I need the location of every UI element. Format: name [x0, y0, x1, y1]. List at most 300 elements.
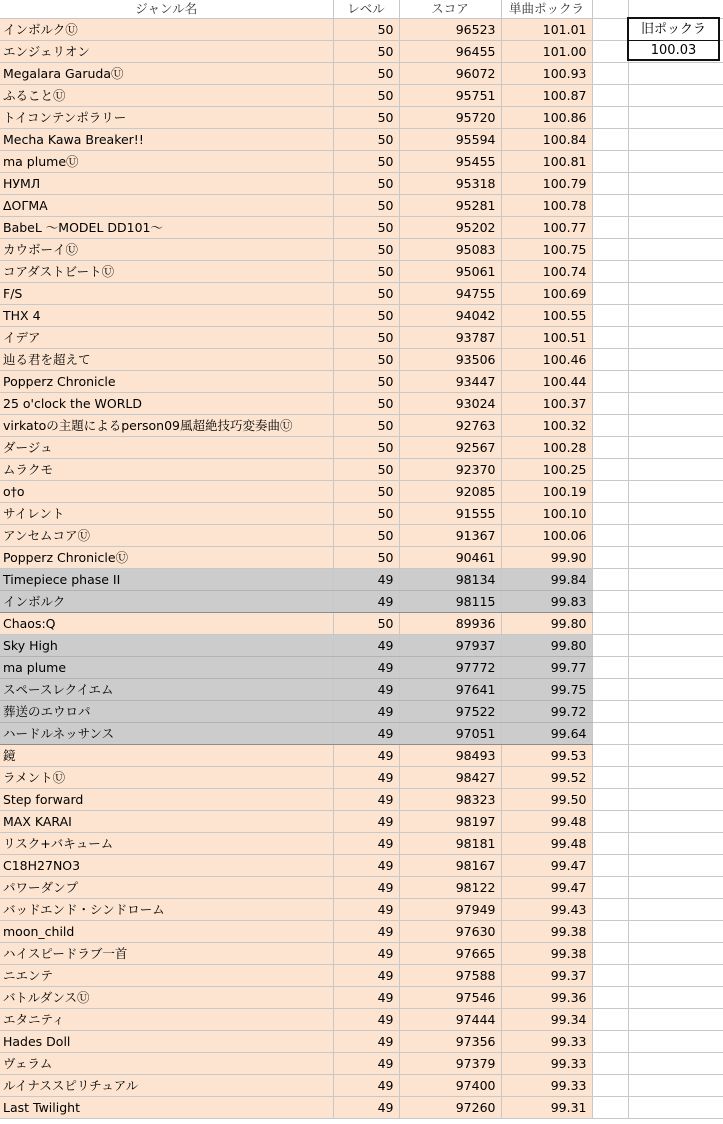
level-cell[interactable]: 49	[333, 899, 399, 921]
empty-cell[interactable]	[592, 107, 628, 129]
song-name-cell[interactable]: パワーダンプ	[0, 877, 333, 899]
song-name-cell[interactable]: ふることⓊ	[0, 85, 333, 107]
level-cell[interactable]: 49	[333, 833, 399, 855]
pokkura-cell[interactable]: 99.31	[501, 1097, 592, 1119]
empty-cell[interactable]	[628, 195, 723, 217]
level-cell[interactable]: 49	[333, 701, 399, 723]
empty-cell[interactable]	[592, 305, 628, 327]
empty-cell[interactable]	[592, 19, 628, 41]
empty-cell[interactable]	[628, 503, 723, 525]
score-cell[interactable]: 94042	[399, 305, 501, 327]
level-cell[interactable]: 50	[333, 613, 399, 635]
pokkura-cell[interactable]: 100.84	[501, 129, 592, 151]
empty-cell[interactable]	[592, 1075, 628, 1097]
pokkura-cell[interactable]: 100.51	[501, 327, 592, 349]
empty-cell[interactable]	[628, 151, 723, 173]
pokkura-cell[interactable]: 100.19	[501, 481, 592, 503]
level-cell[interactable]: 50	[333, 239, 399, 261]
score-cell[interactable]: 97772	[399, 657, 501, 679]
level-cell[interactable]: 49	[333, 745, 399, 767]
level-cell[interactable]: 49	[333, 657, 399, 679]
level-cell[interactable]: 49	[333, 767, 399, 789]
pokkura-cell[interactable]: 100.06	[501, 525, 592, 547]
pokkura-cell[interactable]: 99.80	[501, 613, 592, 635]
empty-cell[interactable]	[628, 943, 723, 965]
empty-header-cell[interactable]	[592, 0, 628, 19]
empty-cell[interactable]	[628, 327, 723, 349]
empty-cell[interactable]	[628, 393, 723, 415]
column-header-genre[interactable]: ジャンル名	[0, 0, 333, 19]
song-name-cell[interactable]: Step forward	[0, 789, 333, 811]
song-name-cell[interactable]: Mecha Kawa Breaker!!	[0, 129, 333, 151]
song-name-cell[interactable]: バッドエンド・シンドローム	[0, 899, 333, 921]
song-name-cell[interactable]: Sky High	[0, 635, 333, 657]
score-cell[interactable]: 97444	[399, 1009, 501, 1031]
score-cell[interactable]: 92370	[399, 459, 501, 481]
empty-cell[interactable]	[628, 239, 723, 261]
score-cell[interactable]: 98493	[399, 745, 501, 767]
level-cell[interactable]: 49	[333, 789, 399, 811]
song-name-cell[interactable]: ヴェラム	[0, 1053, 333, 1075]
empty-cell[interactable]	[628, 833, 723, 855]
pokkura-cell[interactable]: 99.64	[501, 723, 592, 745]
empty-cell[interactable]	[592, 987, 628, 1009]
pokkura-cell[interactable]: 100.86	[501, 107, 592, 129]
song-name-cell[interactable]: Chaos:Q	[0, 613, 333, 635]
pokkura-cell[interactable]: 99.34	[501, 1009, 592, 1031]
score-cell[interactable]: 95594	[399, 129, 501, 151]
pokkura-cell[interactable]: 100.79	[501, 173, 592, 195]
song-name-cell[interactable]: ハードルネッサンス	[0, 723, 333, 745]
level-cell[interactable]: 50	[333, 459, 399, 481]
score-cell[interactable]: 91367	[399, 525, 501, 547]
song-name-cell[interactable]: ΔΟΓΜΑ	[0, 195, 333, 217]
empty-cell[interactable]	[592, 459, 628, 481]
pokkura-cell[interactable]: 99.47	[501, 855, 592, 877]
empty-cell[interactable]	[592, 481, 628, 503]
empty-cell[interactable]	[592, 85, 628, 107]
empty-cell[interactable]	[592, 371, 628, 393]
song-name-cell[interactable]: サイレント	[0, 503, 333, 525]
empty-cell[interactable]	[592, 1031, 628, 1053]
pokkura-cell[interactable]: 100.75	[501, 239, 592, 261]
empty-cell[interactable]	[628, 965, 723, 987]
level-cell[interactable]: 50	[333, 217, 399, 239]
level-cell[interactable]: 50	[333, 525, 399, 547]
song-name-cell[interactable]: ma plume	[0, 657, 333, 679]
empty-cell[interactable]	[628, 63, 723, 85]
empty-cell[interactable]	[628, 173, 723, 195]
column-header-level[interactable]: レベル	[333, 0, 399, 19]
empty-cell[interactable]	[592, 921, 628, 943]
song-name-cell[interactable]: virkatoの主題によるperson09風超絶技巧変奏曲Ⓤ	[0, 415, 333, 437]
song-name-cell[interactable]: ma plumeⓊ	[0, 151, 333, 173]
level-cell[interactable]: 50	[333, 547, 399, 569]
empty-cell[interactable]	[592, 855, 628, 877]
empty-cell[interactable]	[592, 679, 628, 701]
empty-cell[interactable]	[628, 679, 723, 701]
empty-cell[interactable]	[592, 283, 628, 305]
empty-cell[interactable]	[628, 635, 723, 657]
pokkura-cell[interactable]: 99.50	[501, 789, 592, 811]
empty-cell[interactable]	[628, 657, 723, 679]
song-name-cell[interactable]: イデア	[0, 327, 333, 349]
score-cell[interactable]: 90461	[399, 547, 501, 569]
level-cell[interactable]: 49	[333, 1053, 399, 1075]
empty-cell[interactable]	[592, 525, 628, 547]
level-cell[interactable]: 50	[333, 393, 399, 415]
score-cell[interactable]: 94755	[399, 283, 501, 305]
score-cell[interactable]: 98167	[399, 855, 501, 877]
level-cell[interactable]: 50	[333, 415, 399, 437]
pokkura-cell[interactable]: 100.46	[501, 349, 592, 371]
song-name-cell[interactable]: Hades Doll	[0, 1031, 333, 1053]
song-name-cell[interactable]: エタニティ	[0, 1009, 333, 1031]
pokkura-cell[interactable]: 100.44	[501, 371, 592, 393]
pokkura-cell[interactable]: 99.52	[501, 767, 592, 789]
empty-cell[interactable]	[592, 195, 628, 217]
empty-cell[interactable]	[592, 591, 628, 613]
level-cell[interactable]: 49	[333, 1097, 399, 1119]
empty-cell[interactable]	[592, 833, 628, 855]
empty-cell[interactable]	[592, 173, 628, 195]
level-cell[interactable]: 49	[333, 811, 399, 833]
score-cell[interactable]: 92567	[399, 437, 501, 459]
empty-cell[interactable]	[628, 305, 723, 327]
pokkura-cell[interactable]: 100.69	[501, 283, 592, 305]
song-name-cell[interactable]: インボルク	[0, 591, 333, 613]
level-cell[interactable]: 49	[333, 965, 399, 987]
score-cell[interactable]: 92085	[399, 481, 501, 503]
empty-cell[interactable]	[592, 789, 628, 811]
song-name-cell[interactable]: アンセムコアⓊ	[0, 525, 333, 547]
score-cell[interactable]: 97379	[399, 1053, 501, 1075]
score-cell[interactable]: 97051	[399, 723, 501, 745]
pokkura-cell[interactable]: 99.47	[501, 877, 592, 899]
empty-cell[interactable]	[592, 943, 628, 965]
song-name-cell[interactable]: ラメントⓊ	[0, 767, 333, 789]
empty-cell[interactable]	[592, 1053, 628, 1075]
pokkura-cell[interactable]: 99.80	[501, 635, 592, 657]
level-cell[interactable]: 50	[333, 503, 399, 525]
score-cell[interactable]: 95083	[399, 239, 501, 261]
score-cell[interactable]: 96072	[399, 63, 501, 85]
score-cell[interactable]: 95061	[399, 261, 501, 283]
song-name-cell[interactable]: リスク+バキューム	[0, 833, 333, 855]
score-cell[interactable]: 95281	[399, 195, 501, 217]
level-cell[interactable]: 49	[333, 877, 399, 899]
empty-cell[interactable]	[628, 283, 723, 305]
song-name-cell[interactable]: BabeL 〜MODEL DD101〜	[0, 217, 333, 239]
pokkura-cell[interactable]: 100.78	[501, 195, 592, 217]
pokkura-cell[interactable]: 99.75	[501, 679, 592, 701]
level-cell[interactable]: 50	[333, 173, 399, 195]
pokkura-cell[interactable]: 100.81	[501, 151, 592, 173]
pokkura-cell[interactable]: 99.38	[501, 943, 592, 965]
song-name-cell[interactable]: ダージュ	[0, 437, 333, 459]
empty-cell[interactable]	[592, 261, 628, 283]
empty-cell[interactable]	[592, 811, 628, 833]
pokkura-cell[interactable]: 99.37	[501, 965, 592, 987]
level-cell[interactable]: 49	[333, 635, 399, 657]
level-cell[interactable]: 49	[333, 1031, 399, 1053]
song-name-cell[interactable]: THX 4	[0, 305, 333, 327]
level-cell[interactable]: 50	[333, 283, 399, 305]
song-name-cell[interactable]: ルイナススピリチュアル	[0, 1075, 333, 1097]
empty-cell[interactable]	[592, 899, 628, 921]
score-cell[interactable]: 98122	[399, 877, 501, 899]
pokkura-cell[interactable]: 100.25	[501, 459, 592, 481]
song-name-cell[interactable]: Popperz Chronicle	[0, 371, 333, 393]
empty-cell[interactable]	[628, 349, 723, 371]
empty-cell[interactable]	[628, 877, 723, 899]
empty-cell[interactable]	[592, 239, 628, 261]
level-cell[interactable]: 50	[333, 151, 399, 173]
empty-cell[interactable]	[628, 569, 723, 591]
empty-cell[interactable]	[628, 437, 723, 459]
level-cell[interactable]: 50	[333, 261, 399, 283]
level-cell[interactable]: 50	[333, 41, 399, 63]
empty-cell[interactable]	[628, 547, 723, 569]
empty-cell[interactable]	[592, 327, 628, 349]
empty-cell[interactable]	[592, 723, 628, 745]
song-name-cell[interactable]: НУМЛ	[0, 173, 333, 195]
level-cell[interactable]: 50	[333, 85, 399, 107]
score-cell[interactable]: 98115	[399, 591, 501, 613]
empty-cell[interactable]	[628, 767, 723, 789]
empty-cell[interactable]	[592, 503, 628, 525]
level-cell[interactable]: 49	[333, 855, 399, 877]
score-cell[interactable]: 98134	[399, 569, 501, 591]
pokkura-cell[interactable]: 99.33	[501, 1031, 592, 1053]
empty-cell[interactable]	[628, 613, 723, 635]
empty-cell[interactable]	[592, 349, 628, 371]
level-cell[interactable]: 50	[333, 437, 399, 459]
empty-cell[interactable]	[628, 987, 723, 1009]
score-cell[interactable]: 97522	[399, 701, 501, 723]
song-name-cell[interactable]: トイコンテンポラリー	[0, 107, 333, 129]
song-name-cell[interactable]: Megalara GarudaⓊ	[0, 63, 333, 85]
pokkura-cell[interactable]: 100.10	[501, 503, 592, 525]
empty-cell[interactable]	[628, 1031, 723, 1053]
level-cell[interactable]: 49	[333, 1009, 399, 1031]
pokkura-cell[interactable]: 99.36	[501, 987, 592, 1009]
pokkura-cell[interactable]: 99.72	[501, 701, 592, 723]
song-name-cell[interactable]: moon_child	[0, 921, 333, 943]
empty-cell[interactable]	[592, 151, 628, 173]
song-name-cell[interactable]: C18H27NO3	[0, 855, 333, 877]
score-cell[interactable]: 98181	[399, 833, 501, 855]
empty-cell[interactable]	[592, 437, 628, 459]
empty-cell[interactable]	[628, 85, 723, 107]
empty-cell[interactable]	[592, 41, 628, 63]
score-cell[interactable]: 97949	[399, 899, 501, 921]
score-cell[interactable]: 97400	[399, 1075, 501, 1097]
pokkura-cell[interactable]: 100.87	[501, 85, 592, 107]
score-cell[interactable]: 97665	[399, 943, 501, 965]
pokkura-cell[interactable]: 101.01	[501, 19, 592, 41]
empty-cell[interactable]	[628, 899, 723, 921]
pokkura-cell[interactable]: 100.37	[501, 393, 592, 415]
score-cell[interactable]: 97641	[399, 679, 501, 701]
score-cell[interactable]: 93024	[399, 393, 501, 415]
score-cell[interactable]: 96523	[399, 19, 501, 41]
empty-cell[interactable]	[628, 261, 723, 283]
empty-cell[interactable]	[628, 701, 723, 723]
empty-cell[interactable]	[592, 767, 628, 789]
song-name-cell[interactable]: ハイスピードラブ一首	[0, 943, 333, 965]
score-cell[interactable]: 97260	[399, 1097, 501, 1119]
empty-cell[interactable]	[628, 1053, 723, 1075]
song-name-cell[interactable]: 葬送のエウロパ	[0, 701, 333, 723]
level-cell[interactable]: 49	[333, 987, 399, 1009]
score-cell[interactable]: 93506	[399, 349, 501, 371]
score-cell[interactable]: 97588	[399, 965, 501, 987]
level-cell[interactable]: 50	[333, 371, 399, 393]
empty-cell[interactable]	[628, 481, 723, 503]
level-cell[interactable]: 50	[333, 107, 399, 129]
pokkura-cell[interactable]: 100.77	[501, 217, 592, 239]
empty-cell[interactable]	[628, 525, 723, 547]
score-cell[interactable]: 93787	[399, 327, 501, 349]
score-cell[interactable]: 98323	[399, 789, 501, 811]
empty-cell[interactable]	[628, 921, 723, 943]
score-cell[interactable]: 96455	[399, 41, 501, 63]
score-cell[interactable]: 95318	[399, 173, 501, 195]
empty-cell[interactable]	[628, 1009, 723, 1031]
empty-cell[interactable]	[628, 1097, 723, 1119]
empty-header-cell[interactable]	[628, 0, 723, 19]
level-cell[interactable]: 50	[333, 195, 399, 217]
empty-cell[interactable]	[592, 877, 628, 899]
empty-cell[interactable]	[592, 965, 628, 987]
score-cell[interactable]: 97546	[399, 987, 501, 1009]
pokkura-cell[interactable]: 99.48	[501, 811, 592, 833]
song-name-cell[interactable]: ムラクモ	[0, 459, 333, 481]
pokkura-cell[interactable]: 101.00	[501, 41, 592, 63]
song-name-cell[interactable]: F/S	[0, 283, 333, 305]
pokkura-cell[interactable]: 100.55	[501, 305, 592, 327]
pokkura-cell[interactable]: 99.33	[501, 1053, 592, 1075]
empty-cell[interactable]	[592, 547, 628, 569]
empty-cell[interactable]	[592, 1009, 628, 1031]
song-name-cell[interactable]: Popperz ChronicleⓊ	[0, 547, 333, 569]
song-name-cell[interactable]: 25 o'clock the WORLD	[0, 393, 333, 415]
pokkura-cell[interactable]: 99.84	[501, 569, 592, 591]
empty-cell[interactable]	[628, 745, 723, 767]
pokkura-cell[interactable]: 99.48	[501, 833, 592, 855]
empty-cell[interactable]	[628, 591, 723, 613]
song-name-cell[interactable]: カウボーイⓊ	[0, 239, 333, 261]
empty-cell[interactable]	[628, 129, 723, 151]
level-cell[interactable]: 50	[333, 327, 399, 349]
column-header-pokkura[interactable]: 単曲ポックラ	[501, 0, 592, 19]
score-cell[interactable]: 95751	[399, 85, 501, 107]
empty-cell[interactable]	[592, 63, 628, 85]
pokkura-cell[interactable]: 99.43	[501, 899, 592, 921]
empty-cell[interactable]	[628, 723, 723, 745]
level-cell[interactable]: 50	[333, 305, 399, 327]
empty-cell[interactable]	[628, 1075, 723, 1097]
empty-cell[interactable]	[628, 459, 723, 481]
column-header-score[interactable]: スコア	[399, 0, 501, 19]
score-cell[interactable]: 98197	[399, 811, 501, 833]
pokkura-cell[interactable]: 99.33	[501, 1075, 592, 1097]
empty-cell[interactable]	[592, 569, 628, 591]
song-name-cell[interactable]: ニエンテ	[0, 965, 333, 987]
empty-cell[interactable]	[592, 701, 628, 723]
song-name-cell[interactable]: Last Twilight	[0, 1097, 333, 1119]
score-cell[interactable]: 95720	[399, 107, 501, 129]
level-cell[interactable]: 50	[333, 349, 399, 371]
song-name-cell[interactable]: バトルダンスⓊ	[0, 987, 333, 1009]
empty-cell[interactable]	[628, 107, 723, 129]
empty-cell[interactable]	[592, 657, 628, 679]
empty-cell[interactable]	[592, 1097, 628, 1119]
pokkura-cell[interactable]: 99.38	[501, 921, 592, 943]
song-name-cell[interactable]: インボルクⓊ	[0, 19, 333, 41]
level-cell[interactable]: 49	[333, 943, 399, 965]
song-name-cell[interactable]: o†o	[0, 481, 333, 503]
empty-cell[interactable]	[628, 415, 723, 437]
level-cell[interactable]: 50	[333, 63, 399, 85]
song-name-cell[interactable]: エンジェリオン	[0, 41, 333, 63]
empty-cell[interactable]	[628, 371, 723, 393]
score-cell[interactable]: 95202	[399, 217, 501, 239]
level-cell[interactable]: 49	[333, 591, 399, 613]
pokkura-cell[interactable]: 100.32	[501, 415, 592, 437]
level-cell[interactable]: 50	[333, 481, 399, 503]
old-pokkura-value[interactable]: 100.03	[650, 43, 697, 58]
score-cell[interactable]: 89936	[399, 613, 501, 635]
old-pokkura-label[interactable]: 旧ポックラ	[629, 19, 718, 41]
empty-cell[interactable]	[592, 415, 628, 437]
level-cell[interactable]: 49	[333, 1075, 399, 1097]
song-name-cell[interactable]: 辿る君を超えて	[0, 349, 333, 371]
song-name-cell[interactable]: スペースレクイエム	[0, 679, 333, 701]
score-cell[interactable]: 98427	[399, 767, 501, 789]
level-cell[interactable]: 49	[333, 679, 399, 701]
empty-cell[interactable]	[592, 613, 628, 635]
score-cell[interactable]: 92763	[399, 415, 501, 437]
empty-cell[interactable]	[592, 393, 628, 415]
empty-cell[interactable]	[592, 217, 628, 239]
score-cell[interactable]: 91555	[399, 503, 501, 525]
song-name-cell[interactable]: Timepiece phase II	[0, 569, 333, 591]
song-name-cell[interactable]: MAX KARAI	[0, 811, 333, 833]
pokkura-cell[interactable]: 99.53	[501, 745, 592, 767]
score-cell[interactable]: 95455	[399, 151, 501, 173]
empty-cell[interactable]	[592, 129, 628, 151]
level-cell[interactable]: 49	[333, 921, 399, 943]
level-cell[interactable]: 50	[333, 129, 399, 151]
empty-cell[interactable]	[592, 745, 628, 767]
score-cell[interactable]: 97356	[399, 1031, 501, 1053]
pokkura-cell[interactable]: 100.74	[501, 261, 592, 283]
level-cell[interactable]: 50	[333, 19, 399, 41]
pokkura-cell[interactable]: 99.77	[501, 657, 592, 679]
empty-cell[interactable]	[592, 635, 628, 657]
score-cell[interactable]: 97937	[399, 635, 501, 657]
empty-cell[interactable]	[628, 855, 723, 877]
empty-cell[interactable]	[628, 217, 723, 239]
score-cell[interactable]: 93447	[399, 371, 501, 393]
empty-cell[interactable]	[628, 789, 723, 811]
empty-cell[interactable]	[628, 811, 723, 833]
level-cell[interactable]: 49	[333, 569, 399, 591]
pokkura-cell[interactable]: 99.90	[501, 547, 592, 569]
pokkura-cell[interactable]: 100.93	[501, 63, 592, 85]
